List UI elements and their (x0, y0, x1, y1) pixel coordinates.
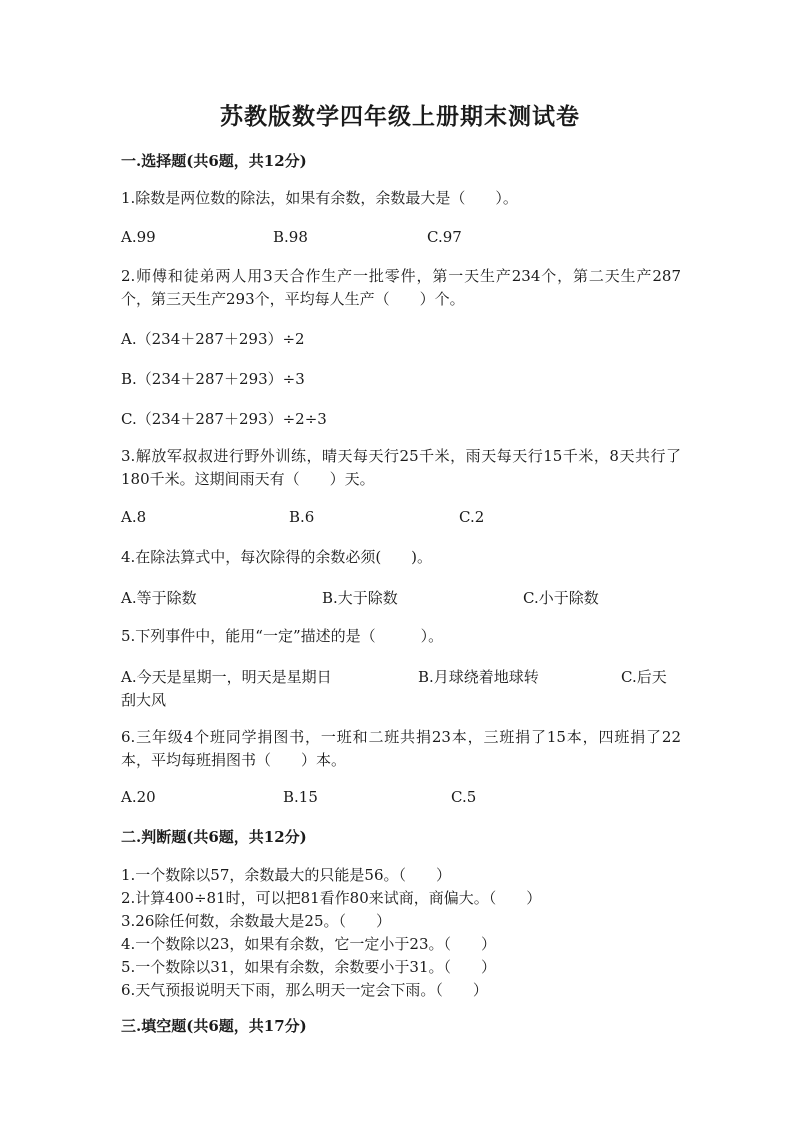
question-3-option-a: A.8 (121, 508, 147, 526)
question-2-option-a: A.（234＋287＋293）÷2 (121, 330, 305, 348)
judgement-item: 4.一个数除以23，如果有余数，它一定小于23。（ ） (121, 935, 496, 953)
section-heading-fill-in: 三.填空题(共6题，共17分) (121, 1017, 307, 1035)
judgement-item: 3.26除任何数，余数最大是25。（ ） (121, 912, 391, 930)
page-title: 苏教版数学四年级上册期末测试卷 (220, 103, 580, 130)
judgement-item: 2.计算400÷81时，可以把81看作80来试商，商偏大。（ ） (121, 889, 542, 907)
question-1-option-b: B.98 (273, 228, 308, 246)
judgement-item: 1.一个数除以57，余数最大的只能是56。（ ） (121, 866, 451, 884)
judgement-item: 6.天气预报说明天下雨，那么明天一定会下雨。（ ） (121, 981, 488, 999)
question-4-text: 4.在除法算式中，每次除得的余数必须( )。 (121, 548, 433, 566)
judgement-item: 5.一个数除以31，如果有余数，余数要小于31。（ ） (121, 958, 496, 976)
question-1-option-c: C.97 (427, 228, 462, 246)
question-6-option-c: C.5 (451, 788, 477, 806)
question-4-option-b: B.大于除数 (322, 589, 398, 607)
question-5-option-c: C.后天刮大风 (121, 668, 667, 709)
question-5-text: 5.下列事件中，能用“一定”描述的是（ ）。 (121, 627, 444, 645)
section-heading-choice: 一.选择题(共6题，共12分) (121, 152, 307, 170)
section-heading-judgement: 二.判断题(共6题，共12分) (121, 828, 307, 846)
question-2-option-b: B.（234＋287＋293）÷3 (121, 370, 305, 388)
question-4-option-c: C.小于除数 (523, 589, 599, 607)
question-5-option-b: B.月球绕着地球转 (418, 668, 539, 686)
question-6-option-a: A.20 (121, 788, 156, 806)
question-5-option-a: A.今天是星期一，明天是星期日 (121, 668, 332, 686)
question-1-text: 1.除数是两位数的除法，如果有余数，余数最大是（ ）。 (121, 189, 518, 207)
question-1-option-a: A.99 (121, 228, 156, 246)
question-6-option-b: B.15 (283, 788, 318, 806)
question-3-text: 3.解放军叔叔进行野外训练，晴天每天行25千米，雨天每天行15千米，8天共行了180千米。这期间雨天有（ ）天。 (121, 447, 681, 488)
question-2-text: 2.师傅和徒弟两人用3天合作生产一批零件，第一天生产234个，第二天生产287个，第三天生产293个，平均每人生产（ ）个。 (121, 267, 681, 308)
question-2-option-c: C.（234＋287＋293）÷2÷3 (121, 410, 327, 428)
question-3-option-c: C.2 (459, 508, 485, 526)
question-4-option-a: A.等于除数 (121, 589, 197, 607)
question-3-option-b: B.6 (289, 508, 315, 526)
question-6-text: 6.三年级4个班同学捐图书，一班和二班共捐23本，三班捐了15本，四班捐了22本，平均每班捐图书（ ）本。 (121, 728, 681, 769)
